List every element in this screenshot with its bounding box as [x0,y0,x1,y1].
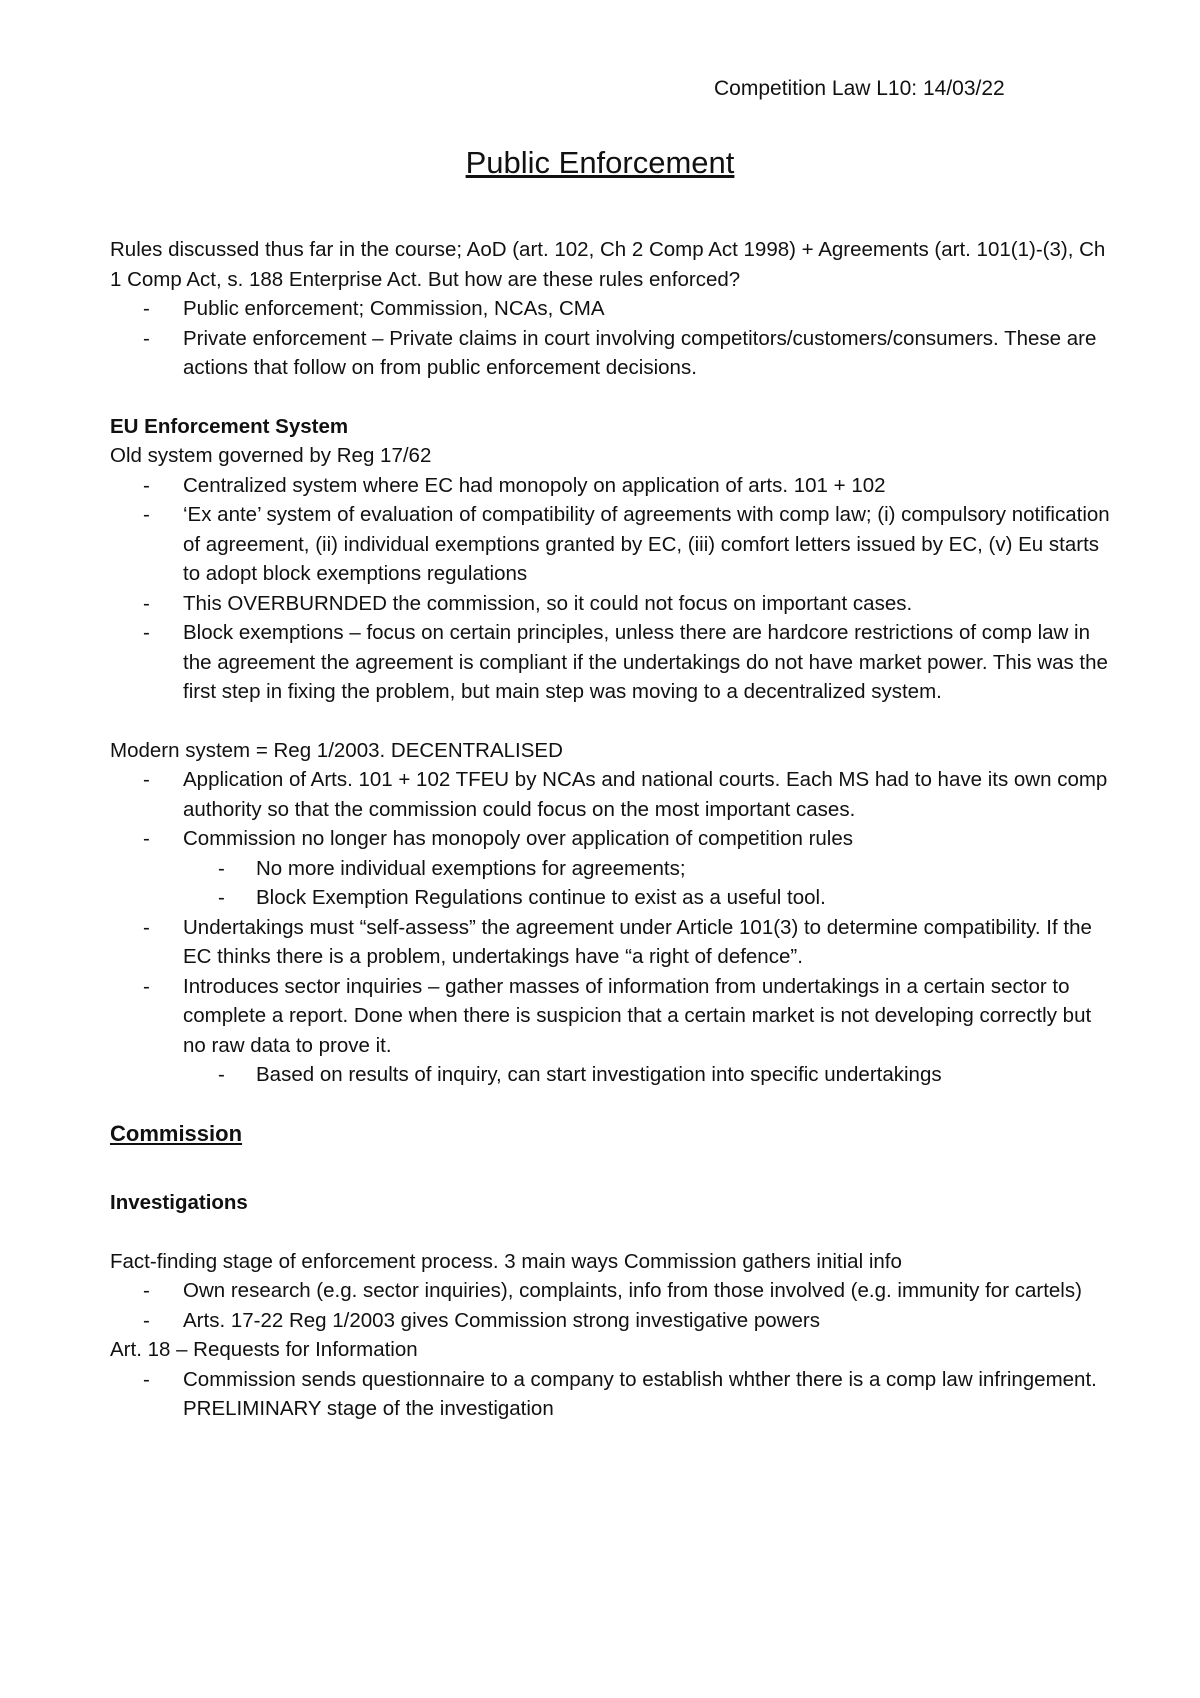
modern-system-subbullet: - Based on results of inquiry, can start investigation into specific undertakings [110,1060,1110,1090]
art-18-bullet: - Commission sends questionnaire to a company to establish whther there is a comp law infringement. PRELIMINARY stage of the investigation [110,1365,1110,1424]
document-header: Competition Law L10: 14/03/22 [714,77,1005,100]
modern-system-subbullet: - No more individual exemptions for agreements; [110,854,1110,884]
modern-system-subbullet: - Block Exemption Regulations continue to exist as a useful tool. [110,883,1110,913]
intro-bullet-public: - Public enforcement; Commission, NCAs, CMA [110,294,1110,324]
intro-paragraph: Rules discussed thus far in the course; AoD (art. 102, Ch 2 Comp Act 1998) + Agreements (art. 101(1)-(3), Ch 1 Comp Act, s. 188 Enterprise Act. But how are these rules enforced? [110,238,1106,291]
old-system-bullet: - This OVERBURNDED the commission, so it could not focus on important cases. [110,589,1110,619]
document-title: Public Enforcement [465,145,735,180]
document-body [110,235,1110,1424]
fact-finding-bullet: - Arts. 17-22 Reg 1/2003 gives Commission strong investigative powers [110,1306,1110,1336]
fact-finding-bullet: - Own research (e.g. sector inquiries), complaints, info from those involved (e.g. immunity for cartels) [110,1276,1110,1306]
commission-heading: Commission [110,1120,243,1146]
intro-bullet-private: - Private enforcement – Private claims in court involving competitors/customers/consumers. These are actions that follow on from public enforcement decisions. [110,324,1110,383]
art-18-heading: Art. 18 – Requests for Information [110,1338,418,1361]
eu-system-heading: EU Enforcement System [110,414,349,438]
old-system-intro: Old system governed by Reg 17/62 [110,444,432,467]
old-system-bullet: - ‘Ex ante’ system of evaluation of compatibility of agreements with comp law; (i) compulsory notification of agreement, (ii) individual exemptions granted by EC, (iii) comfort letters issued by EC, (v) Eu starts to adopt block exemptions regulations [110,500,1110,589]
modern-system-bullet: - Application of Arts. 101 + 102 TFEU by NCAs and national courts. Each MS had to have its own comp authority so that the commission could focus on the most important cases. [110,765,1110,824]
modern-system-bullet: - Introduces sector inquiries – gather masses of information from undertakings in a certain sector to complete a report. Done when there is suspicion that a certain market is not developing correctly but no raw data to prove it. [110,972,1110,1061]
old-system-bullet: - Block exemptions – focus on certain principles, unless there are hardcore restrictions of comp law in the agreement the agreement is compliant if the undertakings do not have market power. This was the first step in fixing the problem, but main step was moving to a decentralized system. [110,618,1110,707]
modern-system-bullet: - Undertakings must “self-assess” the agreement under Article 101(3) to determine compatibility. If the EC thinks there is a problem, undertakings have “a right of defence”. [110,913,1110,972]
modern-system-intro: Modern system = Reg 1/2003. DECENTRALISED [110,738,563,762]
modern-system-bullet: - Commission no longer has monopoly over application of competition rules [110,824,1110,854]
fact-finding-intro: Fact-finding stage of enforcement process. 3 main ways Commission gathers initial info [110,1249,902,1273]
investigations-heading: Investigations [110,1191,248,1214]
old-system-bullet: - Centralized system where EC had monopoly on application of arts. 101 + 102 [110,471,1110,501]
